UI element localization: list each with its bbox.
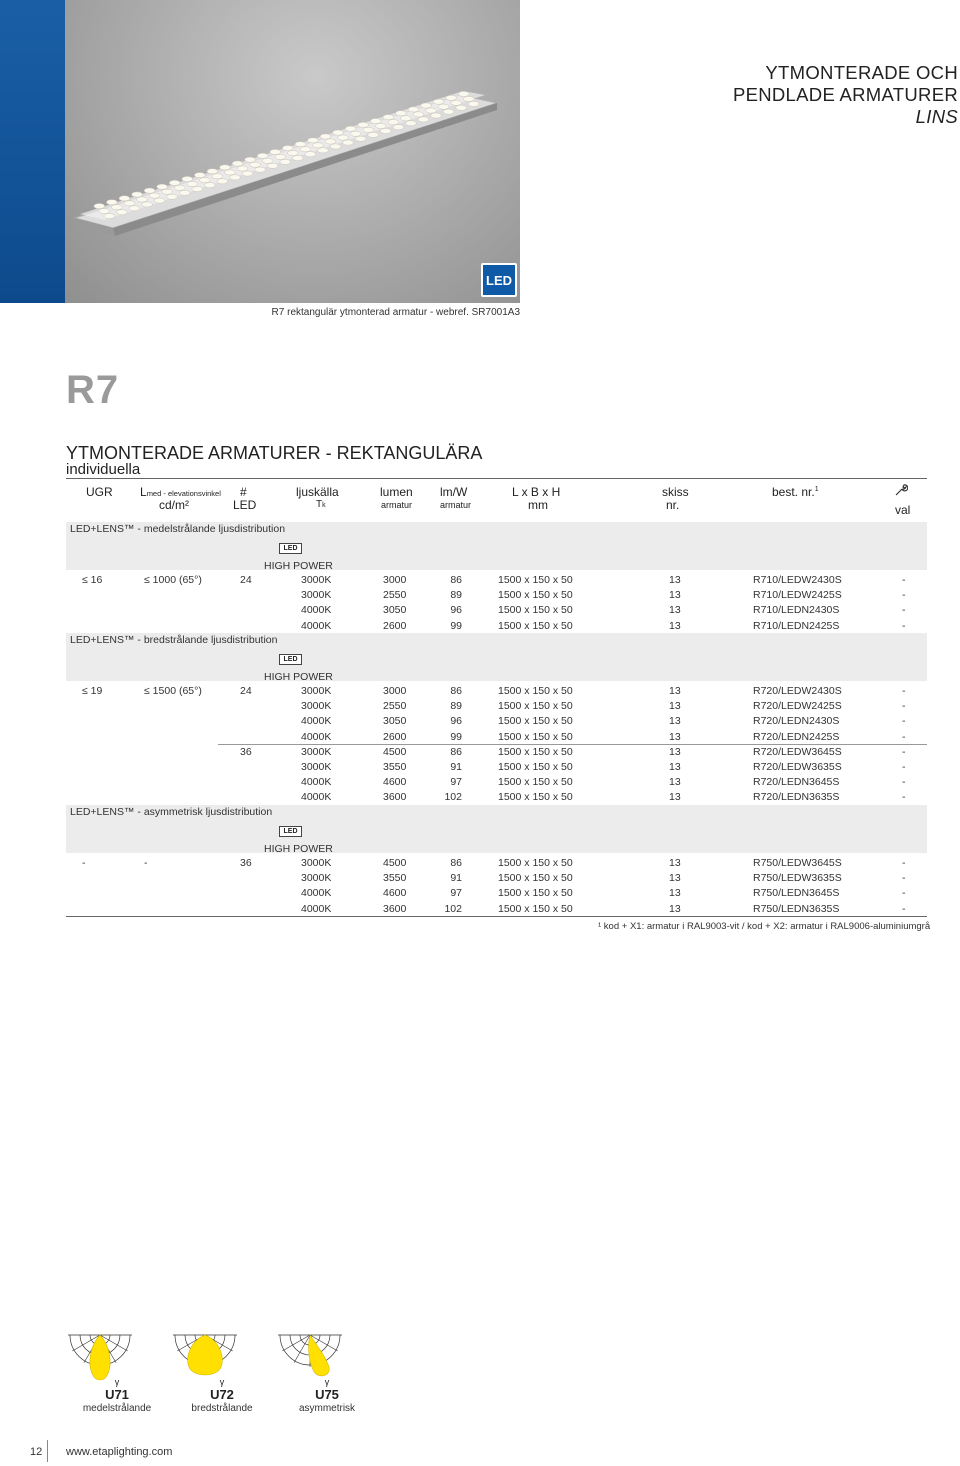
header-tk-sub: k (322, 502, 326, 509)
dimensions: 1500 x 150 x 50 (498, 700, 573, 713)
color-temp: 3000K (301, 574, 332, 586)
efficacy-value: 99 (450, 730, 462, 743)
led-dot (380, 128, 391, 133)
gamma-label: γ (219, 1377, 225, 1387)
header-order-label: best. nr. (772, 485, 815, 499)
lumen-value: 2600 (383, 619, 407, 632)
led-dot (468, 101, 479, 106)
header-sketch-unit: nr. (666, 498, 680, 512)
power-label: HIGH POWER (264, 843, 333, 855)
led-dot (421, 103, 432, 108)
led-dot (212, 174, 223, 179)
lumen-value: 3000 (383, 574, 407, 586)
lumen-value: 3050 (383, 604, 407, 617)
category-title-line2: PENDLADE ARMATURER (732, 84, 958, 105)
lumen-value: 4600 (383, 887, 407, 900)
led-dot (433, 99, 444, 104)
led-dot (104, 213, 115, 218)
efficacy-value: 97 (450, 887, 462, 900)
led-dot (325, 139, 336, 144)
led-dot (99, 208, 110, 213)
sketch-number: 13 (669, 730, 681, 743)
lumen-value: 3000 (383, 685, 407, 697)
sketch-number: 13 (669, 715, 681, 728)
distribution-label: bredstrålande (191, 1403, 253, 1414)
lumen-value: 3050 (383, 715, 407, 728)
led-dot (220, 165, 231, 170)
dimensions: 1500 x 150 x 50 (498, 857, 573, 869)
led-dot (157, 184, 168, 189)
option-value: - (902, 574, 906, 586)
lumen-value: 4600 (383, 776, 407, 789)
option-value: - (902, 902, 906, 915)
sketch-number: 13 (669, 902, 681, 915)
option-value: - (902, 776, 906, 789)
order-code: R720/LEDW3635S (753, 761, 842, 773)
led-dot (282, 145, 293, 150)
header-lmed (140, 485, 221, 499)
header-lmed-sub: med - elevationsvinkel (146, 489, 221, 498)
led-dot (132, 192, 143, 197)
lumen-value: 2550 (383, 700, 407, 713)
led-dot (262, 158, 273, 163)
order-code: R710/LEDN2430S (753, 604, 840, 617)
option-value: - (902, 887, 906, 900)
led-dot (345, 126, 356, 131)
led-dot (154, 198, 165, 203)
led-dot (400, 116, 411, 121)
color-temp: 3000K (301, 872, 332, 885)
color-temp: 4000K (301, 791, 332, 804)
led-dot (267, 163, 278, 168)
efficacy-value: 102 (444, 791, 462, 804)
sketch-number: 13 (669, 872, 681, 885)
led-dot (149, 193, 160, 198)
power-label: HIGH POWER (264, 560, 333, 572)
led-chip-icon: LED (279, 543, 302, 554)
category-title (733, 62, 958, 128)
led-dot (207, 169, 218, 174)
led-dot (413, 112, 424, 117)
page-divider (47, 1440, 48, 1462)
efficacy-value: 89 (450, 700, 462, 713)
option-value: - (902, 761, 906, 773)
efficacy-value: 99 (450, 619, 462, 632)
header-dims-unit: mm (528, 498, 548, 512)
order-code: R710/LEDN2425S (753, 619, 840, 632)
distribution-code: U71 (105, 1387, 129, 1402)
option-value: - (902, 730, 906, 743)
led-dot (330, 144, 341, 149)
lmed-value: ≤ 1000 (65°) (144, 574, 202, 586)
sketch-number: 13 (669, 589, 681, 602)
ugr-value: ≤ 19 (82, 685, 103, 697)
header-source: ljuskälla (296, 485, 339, 499)
dimensions: 1500 x 150 x 50 (498, 776, 573, 789)
led-dot (230, 175, 241, 180)
order-code: R720/LEDW2425S (753, 700, 842, 713)
order-code: R720/LEDN3635S (753, 791, 840, 804)
gamma-label: γ (114, 1377, 120, 1387)
dimensions: 1500 x 150 x 50 (498, 589, 573, 602)
led-dot (255, 167, 266, 172)
led-dot (388, 120, 399, 125)
photo-caption: R7 rektangulär ytmonterad armatur - webref. SR7001A3 (271, 307, 520, 318)
led-chip-icon: LED (279, 826, 302, 837)
led-dot (179, 190, 190, 195)
led-dot (124, 201, 135, 206)
led-dot (280, 159, 291, 164)
hero-blue-stripe (0, 0, 65, 303)
section-title: YTMONTERADE ARMATURER - REKTANGULÄRA (66, 443, 483, 463)
option-value: - (902, 619, 906, 632)
distribution-label: asymmetrisk (298, 1403, 356, 1414)
header-tk: T (316, 499, 323, 510)
color-temp: 4000K (301, 730, 332, 743)
led-dot (431, 113, 442, 118)
dimensions: 1500 x 150 x 50 (498, 619, 573, 632)
ugr-value: - (82, 857, 86, 869)
lumen-value: 3600 (383, 902, 407, 915)
led-dot (106, 200, 117, 205)
header-lumen: lumen (380, 485, 413, 499)
option-value: - (902, 715, 906, 728)
led-dot (237, 166, 248, 171)
led-dot (343, 140, 354, 145)
color-temp: 4000K (301, 619, 332, 632)
led-dot (456, 105, 467, 110)
sketch-number: 13 (669, 776, 681, 789)
efficacy-value: 91 (450, 872, 462, 885)
led-dot (305, 152, 316, 157)
led-badge: LED (481, 263, 517, 297)
gamma-label: γ (324, 1377, 330, 1387)
color-temp: 3000K (301, 685, 332, 697)
sketch-number: 13 (669, 791, 681, 804)
option-value: - (902, 872, 906, 885)
header-dims: L x B x H (512, 485, 561, 499)
led-dot (187, 181, 198, 186)
led-dot (443, 109, 454, 114)
led-chip-icon: LED (279, 654, 302, 665)
luminaire-illustration (65, 0, 520, 303)
led-dot (368, 132, 379, 137)
color-temp: 4000K (301, 902, 332, 915)
led-dot (129, 206, 140, 211)
sketch-number: 13 (669, 604, 681, 617)
sketch-number: 13 (669, 857, 681, 869)
led-dot (308, 138, 319, 143)
dimensions: 1500 x 150 x 50 (498, 730, 573, 743)
header-lumen-unit: armatur (381, 500, 413, 510)
led-dot (418, 117, 429, 122)
color-temp: 3000K (301, 857, 332, 869)
dimensions: 1500 x 150 x 50 (498, 761, 573, 773)
led-dot (383, 115, 394, 120)
led-dot (144, 188, 155, 193)
option-value: - (902, 745, 906, 758)
led-dot (94, 203, 105, 208)
efficacy-value: 86 (450, 745, 462, 758)
led-dot (162, 189, 173, 194)
product-photo (65, 0, 520, 303)
ugr-value: ≤ 16 (82, 574, 103, 586)
color-temp: 3000K (301, 745, 332, 758)
header-lmw-unit: armatur (440, 500, 472, 510)
dimensions: 1500 x 150 x 50 (498, 715, 573, 728)
led-dot (137, 197, 148, 202)
header-ugr: UGR (86, 485, 113, 499)
led-count: 24 (240, 574, 252, 586)
category-title-line3: LINS (915, 106, 958, 127)
dimensions: 1500 x 150 x 50 (498, 887, 573, 900)
led-dot (395, 111, 406, 116)
led-count: 36 (240, 745, 252, 758)
product-code: R7 (66, 368, 120, 412)
lumen-value: 3600 (383, 791, 407, 804)
efficacy-value: 89 (450, 589, 462, 602)
led-dot (194, 173, 205, 178)
led-dot (199, 178, 210, 183)
led-dot (463, 96, 474, 101)
title-divider (66, 478, 927, 479)
order-code: R710/LEDW2425S (753, 589, 842, 602)
color-temp: 3000K (301, 761, 332, 773)
dimensions: 1500 x 150 x 50 (498, 574, 573, 586)
sketch-number: 13 (669, 887, 681, 900)
efficacy-value: 97 (450, 776, 462, 789)
led-dot (355, 136, 366, 141)
lumen-value: 2550 (383, 589, 407, 602)
sketch-number: 13 (669, 700, 681, 713)
led-dot (338, 135, 349, 140)
lumen-value: 3550 (383, 872, 407, 885)
header-sketch: skiss (662, 485, 689, 499)
lmed-value: - (144, 857, 148, 869)
option-value: - (902, 700, 906, 713)
lmed-value: ≤ 1500 (65°) (144, 685, 202, 697)
led-count: 24 (240, 685, 252, 697)
led-dot (300, 147, 311, 152)
color-temp: 4000K (301, 776, 332, 789)
led-dot (192, 186, 203, 191)
color-temp: 4000K (301, 604, 332, 617)
led-count: 36 (240, 857, 252, 869)
dimensions: 1500 x 150 x 50 (498, 902, 573, 915)
group-label: LED+LENS™ - asymmetrisk ljusdistribution (70, 806, 273, 818)
led-dot (204, 183, 215, 188)
distribution-code: U72 (210, 1387, 234, 1402)
header-led-count: # (240, 485, 247, 499)
led-dot (167, 194, 178, 199)
order-code: R710/LEDW2430S (753, 574, 842, 586)
section-subtitle: individuella (66, 461, 141, 478)
option-value: - (902, 791, 906, 804)
category-title-line1: YTMONTERADE OCH (765, 62, 958, 83)
header-lmed-label: L (140, 485, 147, 499)
order-code: R720/LEDW2430S (753, 685, 842, 697)
led-dot (119, 196, 130, 201)
sketch-number: 13 (669, 619, 681, 632)
dimensions: 1500 x 150 x 50 (498, 872, 573, 885)
led-dot (458, 91, 469, 96)
order-code: R750/LEDN3635S (753, 902, 840, 915)
distribution-label: medelstrålande (82, 1403, 152, 1414)
lumen-value: 4500 (383, 857, 407, 869)
order-code: R720/LEDW3645S (753, 745, 842, 758)
order-code: R750/LEDN3645S (753, 887, 840, 900)
group-label: LED+LENS™ - bredstrålande ljusdistribution (70, 634, 278, 646)
led-dot (405, 121, 416, 126)
led-dot (257, 153, 268, 158)
led-dot (250, 162, 261, 167)
header-lmed-unit: cd/m² (159, 498, 189, 512)
wrench-icon (894, 483, 908, 500)
header-option: val (895, 503, 911, 517)
order-code: R720/LEDN3645S (753, 776, 840, 789)
led-dot (245, 157, 256, 162)
header-led-unit: LED (233, 498, 257, 512)
footnote: ¹ kod + X1: armatur i RAL9003-vit / kod + X2: armatur i RAL9006-aluminiumgrå (598, 921, 931, 932)
led-dot (232, 161, 243, 166)
led-dot (358, 122, 369, 127)
power-label: HIGH POWER (264, 671, 333, 683)
led-dot (295, 142, 306, 147)
dimensions: 1500 x 150 x 50 (498, 604, 573, 617)
efficacy-value: 86 (450, 685, 462, 697)
row-divider (218, 744, 927, 745)
dimensions: 1500 x 150 x 50 (498, 791, 573, 804)
color-temp: 4000K (301, 715, 332, 728)
sketch-number: 13 (669, 685, 681, 697)
efficacy-value: 96 (450, 604, 462, 617)
led-dot (393, 125, 404, 130)
header-order-sup: 1 (814, 486, 819, 493)
led-dot (313, 143, 324, 148)
dimensions: 1500 x 150 x 50 (498, 745, 573, 758)
led-dot (116, 210, 127, 215)
led-dot (350, 131, 361, 136)
led-dot (333, 130, 344, 135)
led-dot (318, 148, 329, 153)
led-dot (446, 95, 457, 100)
led-dot (142, 202, 153, 207)
efficacy-value: 86 (450, 574, 462, 586)
led-dot (182, 176, 193, 181)
color-temp: 3000K (301, 589, 332, 602)
led-dot (217, 179, 228, 184)
header-lmw: lm/W (440, 485, 468, 499)
header-source-unit (316, 499, 326, 510)
sketch-number: 13 (669, 761, 681, 773)
efficacy-value: 86 (450, 857, 462, 869)
led-dot (451, 100, 462, 105)
color-temp: 3000K (301, 700, 332, 713)
led-dot (408, 107, 419, 112)
led-dot (275, 154, 286, 159)
option-value: - (902, 604, 906, 617)
led-dot (225, 170, 236, 175)
dimensions: 1500 x 150 x 50 (498, 685, 573, 697)
led-dot (287, 150, 298, 155)
led-dot (438, 104, 449, 109)
led-dot (270, 149, 281, 154)
page-number: 12 (30, 1446, 43, 1458)
sketch-number: 13 (669, 574, 681, 586)
led-dot (111, 205, 122, 210)
led-dot (375, 123, 386, 128)
led-dot (320, 134, 331, 139)
website-link[interactable]: www.etaplighting.com (66, 1446, 173, 1458)
option-value: - (902, 589, 906, 602)
option-value: - (902, 857, 906, 869)
efficacy-value: 96 (450, 715, 462, 728)
efficacy-value: 102 (444, 902, 462, 915)
header-order (772, 485, 819, 499)
color-temp: 4000K (301, 887, 332, 900)
efficacy-value: 91 (450, 761, 462, 773)
lumen-value: 3550 (383, 761, 407, 773)
led-dot (426, 108, 437, 113)
option-value: - (902, 685, 906, 697)
order-code: R720/LEDN2425S (753, 730, 840, 743)
led-dot (292, 155, 303, 160)
led-dot (363, 127, 374, 132)
distribution-code: U75 (315, 1387, 339, 1402)
lumen-value: 4500 (383, 745, 407, 758)
order-code: R750/LEDW3635S (753, 872, 842, 885)
led-dot (174, 185, 185, 190)
order-code: R750/LEDW3645S (753, 857, 842, 869)
order-code: R720/LEDN2430S (753, 715, 840, 728)
led-dot (169, 180, 180, 185)
lumen-value: 2600 (383, 730, 407, 743)
sketch-number: 13 (669, 745, 681, 758)
table-bottom-rule (66, 916, 927, 917)
group-label: LED+LENS™ - medelstrålande ljusdistribution (70, 523, 286, 535)
led-dot (242, 171, 253, 176)
led-dot (370, 118, 381, 123)
